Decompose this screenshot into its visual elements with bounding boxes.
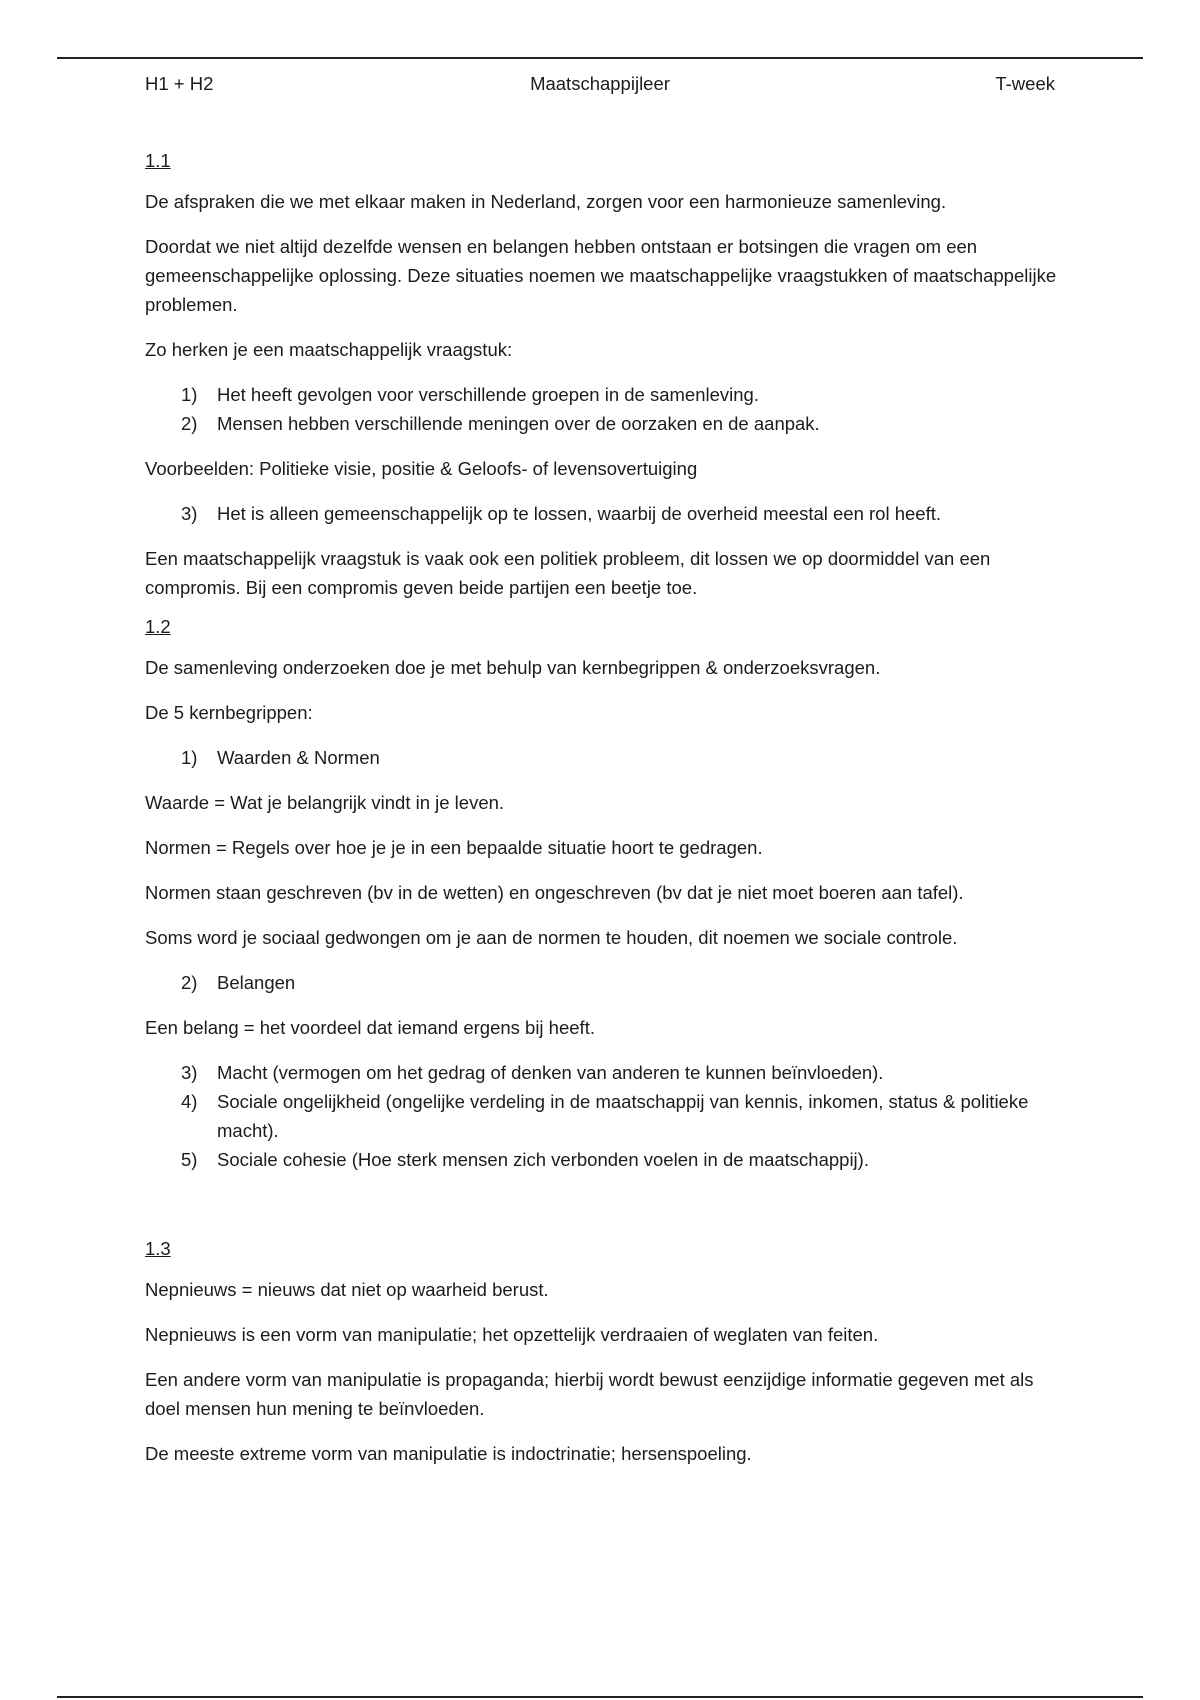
list-item-text: Het is alleen gemeenschappelijk op te lossen, waarbij de overheid meestal een rol heeft. [217,503,941,524]
spacer [145,1190,1065,1234]
list-item-text: Sociale cohesie (Hoe sterk mensen zich verbonden voelen in de maatschappij). [217,1149,869,1170]
numbered-list [145,968,1065,997]
paragraph: Een maatschappelijk vraagstuk is vaak ook een politiek probleem, dit lossen we op doormiddel van een compromis. Bij een compromis geven beide partijen een beetje toe. [145,548,991,598]
list-item-text: Waarden & Normen [217,747,380,768]
list-number: 4) [181,1091,198,1112]
header-title: Maatschappijleer [530,73,670,94]
paragraph: De meeste extreme vorm van manipulatie is indoctrinatie; hersenspoeling. [145,1443,752,1464]
list-item-text: Sociale ongelijkheid (ongelijke verdeling in de maatschappij van kennis, inkomen, status & politieke macht). [217,1091,1029,1141]
paragraph: Zo herken je een maatschappelijk vraagstuk: [145,339,513,360]
list-number: 2) [181,413,198,434]
paragraph: Een andere vorm van manipulatie is propaganda; hierbij wordt bewust eenzijdige informatie gegeven met als doel mensen hun mening te beïnvloeden. [145,1369,1034,1419]
header-right: T-week [995,73,1055,94]
numbered-list [145,380,1065,438]
page-header [145,73,1055,97]
document-body [145,146,1065,1484]
paragraph: De samenleving onderzoeken doe je met behulp van kernbegrippen & onderzoeksvragen. [145,657,881,678]
list-number: 3) [181,1062,198,1083]
paragraph: Voorbeelden: Politieke visie, positie & Geloofs- of levensovertuiging [145,458,698,479]
footer-rule [57,1696,1143,1698]
header-left: H1 + H2 [145,73,214,94]
section-heading-1-3: 1.3 [145,1238,171,1259]
list-number: 3) [181,503,198,524]
list-number: 2) [181,972,198,993]
numbered-list [145,1058,1065,1174]
list-number: 1) [181,384,198,405]
list-item [145,743,1065,772]
section-heading-1-2: 1.2 [145,616,171,637]
list-number: 1) [181,747,198,768]
list-item-text: Belangen [217,972,296,993]
paragraph: Een belang = het voordeel dat iemand ergens bij heeft. [145,1017,595,1038]
paragraph: De 5 kernbegrippen: [145,702,313,723]
paragraph: Nepnieuws is een vorm van manipulatie; het opzettelijk verdraaien of weglaten van feiten. [145,1324,879,1345]
list-item-text: Het heeft gevolgen voor verschillende groepen in de samenleving. [217,384,759,405]
paragraph: Soms word je sociaal gedwongen om je aan de normen te houden, dit noemen we sociale controle. [145,927,958,948]
paragraph: Normen = Regels over hoe je je in een bepaalde situatie hoort te gedragen. [145,837,763,858]
list-number: 5) [181,1149,198,1170]
paragraph: Normen staan geschreven (bv in de wetten) en ongeschreven (bv dat je niet moet boeren aan tafel). [145,882,964,903]
header-rule [57,57,1143,59]
list-item [145,409,1065,438]
paragraph: De afspraken die we met elkaar maken in Nederland, zorgen voor een harmonieuze samenleving. [145,191,947,212]
list-item [145,1087,1065,1145]
list-item [145,499,1065,528]
list-item-text: Macht (vermogen om het gedrag of denken van anderen te kunnen beïnvloeden). [217,1062,884,1083]
list-item [145,1145,1065,1174]
list-item [145,968,1065,997]
list-item [145,380,1065,409]
paragraph: Nepnieuws = nieuws dat niet op waarheid berust. [145,1279,549,1300]
paragraph: Doordat we niet altijd dezelfde wensen en belangen hebben ontstaan er botsingen die vragen om een gemeenschappelijke oplossing. Deze situaties noemen we maatschappelijke vraagstukken of maatschappelijke problemen. [145,236,1057,315]
section-heading-1-1: 1.1 [145,150,171,171]
paragraph: Waarde = Wat je belangrijk vindt in je leven. [145,792,505,813]
numbered-list [145,743,1065,772]
numbered-list [145,499,1065,528]
list-item [145,1058,1065,1087]
list-item-text: Mensen hebben verschillende meningen over de oorzaken en de aanpak. [217,413,820,434]
